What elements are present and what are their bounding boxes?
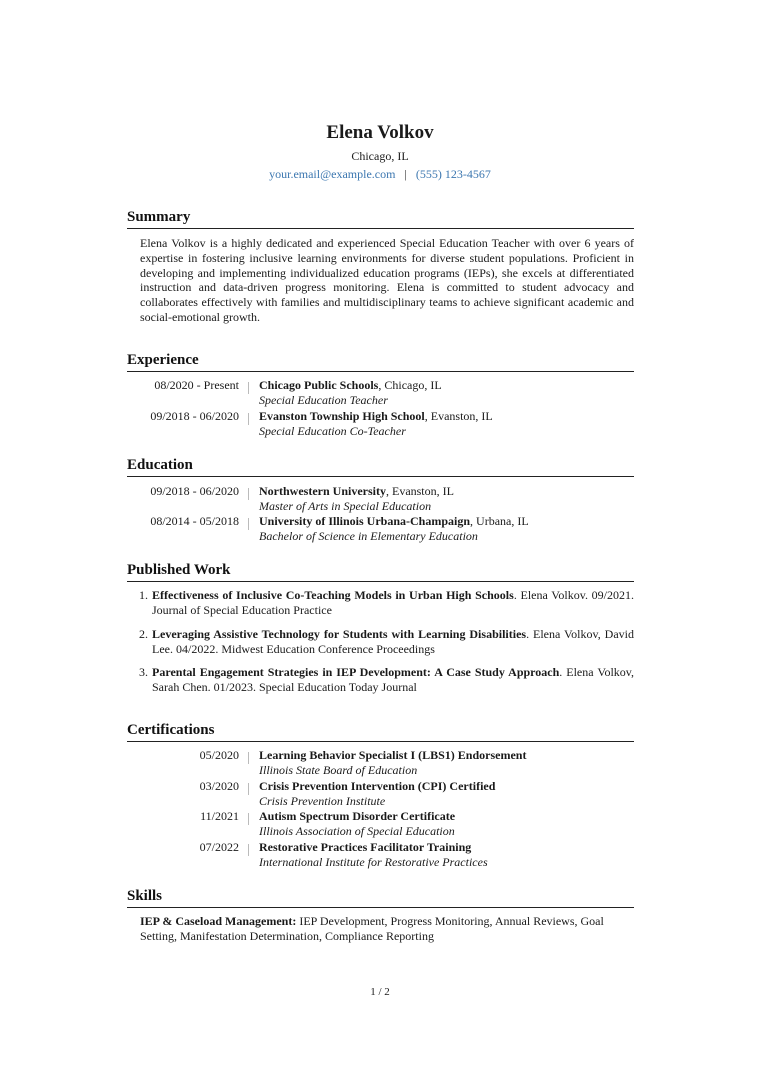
certification-entry	[127, 748, 634, 778]
publication-citation	[152, 627, 634, 657]
certification-issuer: Illinois State Board of Education	[259, 763, 418, 777]
certification-issuer: Illinois Association of Special Education	[259, 824, 455, 838]
experience-employer	[259, 378, 634, 393]
entry-divider	[248, 813, 249, 825]
page-number: 1 / 2	[370, 986, 390, 998]
education-school	[259, 484, 634, 499]
publication-details: . Elena Volkov, David Lee. 04/2022. Midwest Education Conference Proceedings	[152, 627, 634, 656]
certification-date: 11/2021	[200, 809, 239, 823]
employer-location: , Chicago, IL	[378, 378, 442, 392]
certification-issuer: Crisis Prevention Institute	[259, 794, 386, 808]
skills-category: IEP & Caseload Management:	[140, 914, 297, 928]
certification-date: 07/2022	[199, 840, 239, 854]
employer-name: Evanston Township High School	[259, 409, 425, 423]
certification-name	[259, 779, 634, 794]
certification-title: Restorative Practices Facilitator Training	[259, 840, 472, 854]
publication-item	[127, 588, 634, 618]
experience-employer	[259, 409, 634, 424]
certification-entry	[127, 779, 634, 809]
phone-link[interactable]: (555) 123-4567	[415, 167, 491, 181]
education-entry	[127, 484, 634, 514]
entry-divider	[248, 518, 249, 530]
certifications-heading: Certifications	[127, 722, 215, 738]
email-link[interactable]: your.email@example.com	[269, 167, 396, 181]
employer-location: , Evanston, IL	[424, 409, 493, 423]
certification-entry	[127, 840, 634, 870]
education-rule	[127, 476, 634, 477]
publication-number: 2.	[139, 627, 148, 641]
education-entry	[127, 514, 634, 544]
entry-divider	[248, 752, 249, 764]
experience-rule	[127, 371, 634, 372]
contact-separator: |	[404, 167, 407, 181]
entry-divider	[248, 488, 249, 500]
summary-text: Elena Volkov is a highly dedicated and experienced Special Education Teacher with over 6 years of expertise in fostering inclusive learning environments for diverse student populations. Proficient in developing and implementing individualized education programs (IEPs), she excels at differentiated instruction and data-driven progress monitoring. Elena is committed to student advocacy and collaborates effectively with families and multidisciplinary teams to achieve significant academic and social-emotional growth.	[140, 236, 634, 324]
certification-title: Autism Spectrum Disorder Certificate	[259, 809, 456, 823]
school-name: Northwestern University	[259, 484, 386, 498]
contact-line	[0, 166, 760, 182]
school-location: , Urbana, IL	[470, 514, 529, 528]
publication-title: Effectiveness of Inclusive Co-Teaching Models in Urban High Schools	[152, 588, 514, 602]
education-heading: Education	[127, 457, 193, 473]
summary-rule	[127, 228, 634, 229]
experience-role: Special Education Teacher	[259, 393, 388, 407]
publication-citation	[152, 588, 634, 618]
published-work-rule	[127, 581, 634, 582]
experience-heading: Experience	[127, 352, 199, 368]
education-school	[259, 514, 634, 529]
publication-citation	[152, 665, 634, 695]
certification-issuer: International Institute for Restorative Practices	[259, 855, 488, 869]
certifications-rule	[127, 741, 634, 742]
certification-name	[259, 748, 634, 763]
experience-entry	[127, 378, 634, 408]
employer-name: Chicago Public Schools	[259, 378, 379, 392]
certification-date: 03/2020	[199, 779, 239, 793]
experience-dates: 08/2020 - Present	[154, 378, 239, 392]
skills-list: IEP Development, Progress Monitoring, Annual Reviews, Goal Setting, Manifestation Determination, Compliance Reporting	[140, 914, 604, 943]
publication-details: . Elena Volkov. 09/2021. Journal of Special Education Practice	[152, 588, 635, 617]
skills-heading: Skills	[127, 888, 163, 904]
published-work-heading: Published Work	[127, 562, 231, 578]
publication-title: Leveraging Assistive Technology for Students with Learning Disabilities	[152, 627, 527, 641]
publication-number: 1.	[139, 588, 148, 602]
certification-entry	[127, 809, 634, 839]
skills-line	[140, 914, 634, 944]
entry-divider	[248, 413, 249, 425]
education-degree: Master of Arts in Special Education	[259, 499, 432, 513]
candidate-name: Elena Volkov	[326, 122, 434, 143]
certification-name	[259, 840, 634, 855]
experience-role: Special Education Co-Teacher	[259, 424, 406, 438]
entry-divider	[248, 783, 249, 795]
entry-divider	[248, 382, 249, 394]
summary-heading: Summary	[127, 209, 191, 225]
school-location: , Evanston, IL	[385, 484, 454, 498]
certification-title: Learning Behavior Specialist I (LBS1) Endorsement	[259, 748, 527, 762]
school-name: University of Illinois Urbana-Champaign	[259, 514, 471, 528]
experience-dates: 09/2018 - 06/2020	[150, 409, 239, 423]
entry-divider	[248, 844, 249, 856]
experience-entry	[127, 409, 634, 439]
candidate-location: Chicago, IL	[351, 149, 409, 163]
certification-date: 05/2020	[199, 748, 239, 762]
publication-item	[127, 665, 634, 695]
education-dates: 09/2018 - 06/2020	[150, 484, 239, 498]
education-degree: Bachelor of Science in Elementary Education	[259, 529, 478, 543]
certification-name	[259, 809, 634, 824]
publication-title: Parental Engagement Strategies in IEP Development: A Case Study Approach	[152, 665, 560, 679]
certification-title: Crisis Prevention Intervention (CPI) Certified	[259, 779, 496, 793]
education-dates: 08/2014 - 05/2018	[150, 514, 239, 528]
skills-rule	[127, 907, 634, 908]
publication-details: . Elena Volkov, Sarah Chen. 01/2023. Special Education Today Journal	[152, 665, 634, 694]
publication-number: 3.	[139, 665, 148, 679]
publication-item	[127, 627, 634, 657]
